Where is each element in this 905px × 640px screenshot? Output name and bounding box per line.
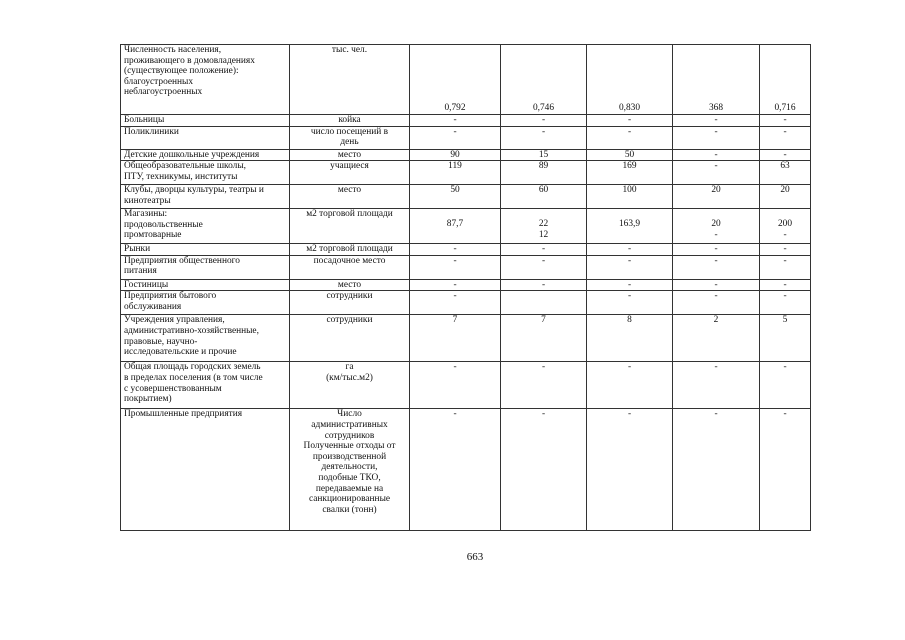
- value-cell: [760, 185, 811, 209]
- value-text: 15: [538, 149, 549, 160]
- value-cell: [410, 315, 501, 362]
- row-name-line: Клубы, дворцы культуры, театры и: [124, 185, 264, 196]
- value-text: 2: [713, 315, 719, 326]
- value-cell: [760, 409, 811, 531]
- value-text: -: [783, 149, 787, 160]
- value-text: -: [714, 126, 718, 137]
- value-text: 7: [452, 315, 458, 326]
- value-cell: [587, 279, 673, 291]
- value-text: -: [783, 126, 787, 137]
- unit-cell: [290, 244, 410, 256]
- row-name-line: (существующее положение):: [124, 66, 239, 77]
- value-cell: [410, 362, 501, 409]
- unit-line: м2 торговой площади: [306, 244, 393, 255]
- value-cell: [587, 255, 673, 279]
- unit-cell: [290, 209, 410, 244]
- value-text: -: [627, 409, 632, 420]
- table-row: [121, 209, 811, 244]
- table-row: [121, 244, 811, 256]
- value-text: -: [453, 279, 457, 290]
- value-text: -: [627, 279, 632, 290]
- row-name-cell: [121, 255, 290, 279]
- row-name-line: Поликлиники: [124, 126, 179, 137]
- unit-line: койка: [338, 115, 361, 125]
- value-text: 7: [541, 315, 546, 326]
- row-name-cell: [121, 244, 290, 256]
- unit-line: (км/тыс.м2): [326, 372, 373, 383]
- value-text: -: [541, 115, 546, 125]
- value-text: -: [541, 279, 546, 290]
- row-name-line: Предприятия бытового: [124, 291, 217, 302]
- value-line: -: [714, 229, 718, 240]
- row-name-cell: [121, 279, 290, 291]
- unit-line: место: [337, 185, 362, 196]
- value-cell: [760, 244, 811, 256]
- value-cell: [501, 185, 587, 209]
- value-text: -: [453, 244, 457, 255]
- table-row: [121, 149, 811, 161]
- value-cell: [501, 291, 587, 315]
- row-name-line: благоустроенных: [124, 76, 194, 87]
- row-name-line: с усовершенствованным: [124, 383, 222, 394]
- row-name-line: правовые, научно-: [124, 336, 198, 347]
- value-text: -: [627, 115, 632, 125]
- value-cell: [410, 209, 501, 244]
- table-row: [121, 362, 811, 409]
- value-cell: [760, 279, 811, 291]
- value-cell: [760, 161, 811, 185]
- value-text: -: [627, 291, 632, 302]
- infrastructure-table: [120, 44, 811, 531]
- value-cell: [410, 409, 501, 531]
- value-cell: [587, 115, 673, 127]
- unit-line: сотрудники: [326, 315, 373, 326]
- table-row: [121, 115, 811, 127]
- unit-cell: [290, 185, 410, 209]
- unit-line: посадочное место: [313, 255, 386, 266]
- unit-line: га: [345, 362, 354, 373]
- value-cell: [673, 362, 760, 409]
- value-cell: [760, 149, 811, 161]
- value-cell: [501, 409, 587, 531]
- value-text: -: [541, 244, 546, 255]
- unit-line: Полученные отходы от: [303, 441, 396, 452]
- value-text: -: [453, 409, 457, 420]
- value-cell: [410, 279, 501, 291]
- unit-line: место: [337, 149, 362, 160]
- value-text: -: [541, 409, 546, 420]
- row-name-line: Рынки: [124, 244, 151, 255]
- value-text: -: [453, 291, 457, 302]
- row-name-cell: [121, 161, 290, 185]
- unit-line: учащиеся: [330, 161, 369, 172]
- value-cell: [587, 244, 673, 256]
- row-name-cell: [121, 409, 290, 531]
- value-cell: [410, 255, 501, 279]
- value-line: 163,9: [618, 219, 641, 230]
- value-cell: [760, 255, 811, 279]
- value-cell: [587, 362, 673, 409]
- row-name-line: Гостиницы: [124, 279, 169, 290]
- value-cell: [760, 209, 811, 244]
- unit-line: санкционированные: [308, 494, 391, 505]
- value-text: 5: [782, 315, 788, 326]
- value-cell: [501, 45, 587, 115]
- row-name-line: продовольственные: [124, 219, 203, 230]
- row-name-cell: [121, 209, 290, 244]
- row-name-line: Численность населения,: [124, 45, 222, 55]
- value-cell: [673, 45, 760, 115]
- value-cell: [410, 244, 501, 256]
- value-cell: [673, 149, 760, 161]
- value-cell: [587, 409, 673, 531]
- value-text: -: [783, 244, 787, 255]
- value-text: 20: [711, 185, 721, 196]
- value-text: 169: [622, 161, 637, 172]
- row-name-line: промтоварные: [124, 230, 182, 241]
- unit-cell: [290, 279, 410, 291]
- value-cell: [501, 244, 587, 256]
- value-cell: [410, 149, 501, 161]
- value-text: -: [714, 279, 718, 290]
- unit-line: Число: [337, 409, 362, 420]
- table-row: [121, 161, 811, 185]
- unit-cell: [290, 115, 410, 127]
- row-name-cell: [121, 185, 290, 209]
- value-text: -: [783, 115, 787, 125]
- row-name-line: исследовательские и прочие: [124, 347, 237, 358]
- unit-cell: [290, 255, 410, 279]
- value-text: -: [453, 126, 457, 137]
- value-cell: [410, 126, 501, 149]
- value-text: 90: [450, 149, 460, 160]
- value-cell: [760, 291, 811, 315]
- value-cell: [501, 161, 587, 185]
- value-cell: [673, 279, 760, 291]
- value-text: -: [714, 115, 718, 125]
- table-row: [121, 279, 811, 291]
- value-text: 0,746: [532, 103, 555, 114]
- value-text: -: [627, 255, 632, 266]
- value-text: -: [714, 291, 718, 302]
- value-text: -: [783, 362, 787, 373]
- row-name-cell: [121, 149, 290, 161]
- value-text: -: [627, 126, 632, 137]
- unit-cell: [290, 291, 410, 315]
- row-name-line: Детские дошкольные учреждения: [124, 149, 260, 160]
- value-text: -: [783, 409, 787, 420]
- value-text: 60: [538, 185, 549, 196]
- value-text: -: [453, 255, 457, 266]
- unit-cell: [290, 149, 410, 161]
- unit-line: передаваемые на: [315, 483, 384, 494]
- unit-line: место: [337, 279, 362, 290]
- value-text: -: [541, 255, 546, 266]
- value-text: 0,830: [618, 103, 641, 114]
- value-cell: [587, 149, 673, 161]
- value-text: 50: [450, 185, 460, 196]
- unit-cell: [290, 315, 410, 362]
- row-name-line: питания: [124, 266, 157, 277]
- value-text: 0,792: [444, 103, 466, 114]
- value-cell: [501, 149, 587, 161]
- row-name-cell: [121, 291, 290, 315]
- table-body: [121, 45, 811, 531]
- value-text: -: [714, 255, 718, 266]
- table-row: [121, 255, 811, 279]
- unit-line: день: [340, 137, 359, 148]
- row-name-line: обслуживания: [124, 301, 182, 312]
- value-text: -: [714, 362, 718, 373]
- value-cell: [410, 115, 501, 127]
- value-cell: [673, 244, 760, 256]
- row-name-line: Общеобразовательные школы,: [124, 161, 246, 172]
- value-cell: [673, 291, 760, 315]
- value-cell: [410, 291, 501, 315]
- value-cell: [501, 255, 587, 279]
- value-line: -: [783, 229, 787, 240]
- unit-line: деятельности,: [321, 462, 378, 473]
- value-text: -: [541, 126, 546, 137]
- table-row: [121, 126, 811, 149]
- unit-line: административных: [311, 419, 388, 430]
- value-cell: [501, 209, 587, 244]
- row-name-line: Общая площадь городских земель: [124, 362, 261, 373]
- row-name-line: Больницы: [124, 115, 165, 125]
- value-cell: [410, 185, 501, 209]
- value-cell: [587, 315, 673, 362]
- value-cell: [587, 126, 673, 149]
- value-cell: [587, 291, 673, 315]
- value-text: -: [541, 362, 546, 373]
- table-row: [121, 45, 811, 115]
- value-cell: [501, 115, 587, 127]
- value-text: -: [714, 244, 718, 255]
- row-name-cell: [121, 315, 290, 362]
- value-cell: [501, 362, 587, 409]
- value-line: 22: [538, 219, 549, 230]
- row-name-line: Промышленные предприятия: [124, 409, 243, 420]
- value-cell: [673, 115, 760, 127]
- value-cell: [760, 126, 811, 149]
- unit-cell: [290, 126, 410, 149]
- row-name-line: проживающего в домовладениях: [124, 55, 255, 66]
- unit-line: сотрудники: [326, 291, 373, 302]
- value-text: -: [714, 149, 718, 160]
- row-name-line: покрытием): [124, 394, 172, 405]
- value-text: 89: [538, 161, 549, 172]
- value-cell: [673, 185, 760, 209]
- row-name-cell: [121, 45, 290, 115]
- page-number: 663: [466, 551, 484, 563]
- row-name-line: кинотеатры: [124, 195, 171, 206]
- value-line: 12: [538, 229, 549, 240]
- value-text: -: [714, 409, 718, 420]
- value-line: 20: [711, 219, 721, 230]
- unit-line: тыс. чел.: [331, 45, 368, 55]
- value-text: -: [453, 362, 457, 373]
- value-cell: [587, 185, 673, 209]
- value-cell: [501, 315, 587, 362]
- value-cell: [673, 209, 760, 244]
- value-cell: [587, 161, 673, 185]
- value-cell: [760, 315, 811, 362]
- value-line: 87,7: [446, 219, 464, 230]
- value-text: 63: [780, 161, 790, 172]
- value-cell: [673, 255, 760, 279]
- value-cell: [760, 45, 811, 115]
- row-name-line: в пределах поселения (в том числе: [124, 372, 263, 383]
- value-text: 0,716: [774, 103, 796, 114]
- value-text: -: [783, 255, 787, 266]
- row-name-line: неблагоустроенных: [124, 87, 203, 98]
- value-cell: [501, 126, 587, 149]
- table-row: [121, 315, 811, 362]
- value-text: 8: [627, 315, 632, 326]
- value-text: -: [627, 362, 632, 373]
- unit-cell: [290, 409, 410, 531]
- value-cell: [410, 45, 501, 115]
- row-name-line: Учреждения управления,: [124, 315, 225, 326]
- row-name-cell: [121, 115, 290, 127]
- row-name-line: административно-хозяйственные,: [124, 325, 259, 336]
- value-text: -: [714, 161, 718, 172]
- value-cell: [673, 126, 760, 149]
- row-name-cell: [121, 126, 290, 149]
- value-text: 100: [622, 185, 637, 196]
- unit-line: производственной: [312, 451, 387, 462]
- row-name-line: Предприятия общественного: [124, 255, 240, 266]
- value-text: 50: [624, 149, 635, 160]
- unit-cell: [290, 45, 410, 115]
- value-cell: [410, 161, 501, 185]
- row-name-line: ПТУ, техникумы, институты: [124, 171, 238, 182]
- row-name-line: Магазины:: [124, 209, 168, 220]
- value-cell: [760, 362, 811, 409]
- value-text: -: [627, 244, 632, 255]
- unit-cell: [290, 362, 410, 409]
- value-cell: [587, 45, 673, 115]
- value-text: 368: [708, 103, 724, 114]
- value-cell: [673, 409, 760, 531]
- unit-line: сотрудников: [324, 430, 375, 441]
- value-text: -: [783, 279, 787, 290]
- unit-line: свалки (тонн): [322, 504, 377, 515]
- table-row: [121, 409, 811, 531]
- value-cell: [673, 161, 760, 185]
- value-text: 20: [780, 185, 790, 196]
- value-text: -: [783, 291, 787, 302]
- unit-line: подобные ТКО,: [318, 472, 381, 483]
- unit-line: м2 торговой площади: [306, 209, 393, 220]
- value-text: 119: [448, 161, 462, 172]
- value-cell: [501, 279, 587, 291]
- table-row: [121, 291, 811, 315]
- unit-cell: [290, 161, 410, 185]
- value-cell: [673, 315, 760, 362]
- value-cell: [587, 209, 673, 244]
- unit-line: число посещений в: [310, 126, 389, 137]
- value-cell: [760, 115, 811, 127]
- value-text: -: [453, 115, 457, 125]
- value-line: 200: [777, 219, 793, 230]
- row-name-cell: [121, 362, 290, 409]
- table-row: [121, 185, 811, 209]
